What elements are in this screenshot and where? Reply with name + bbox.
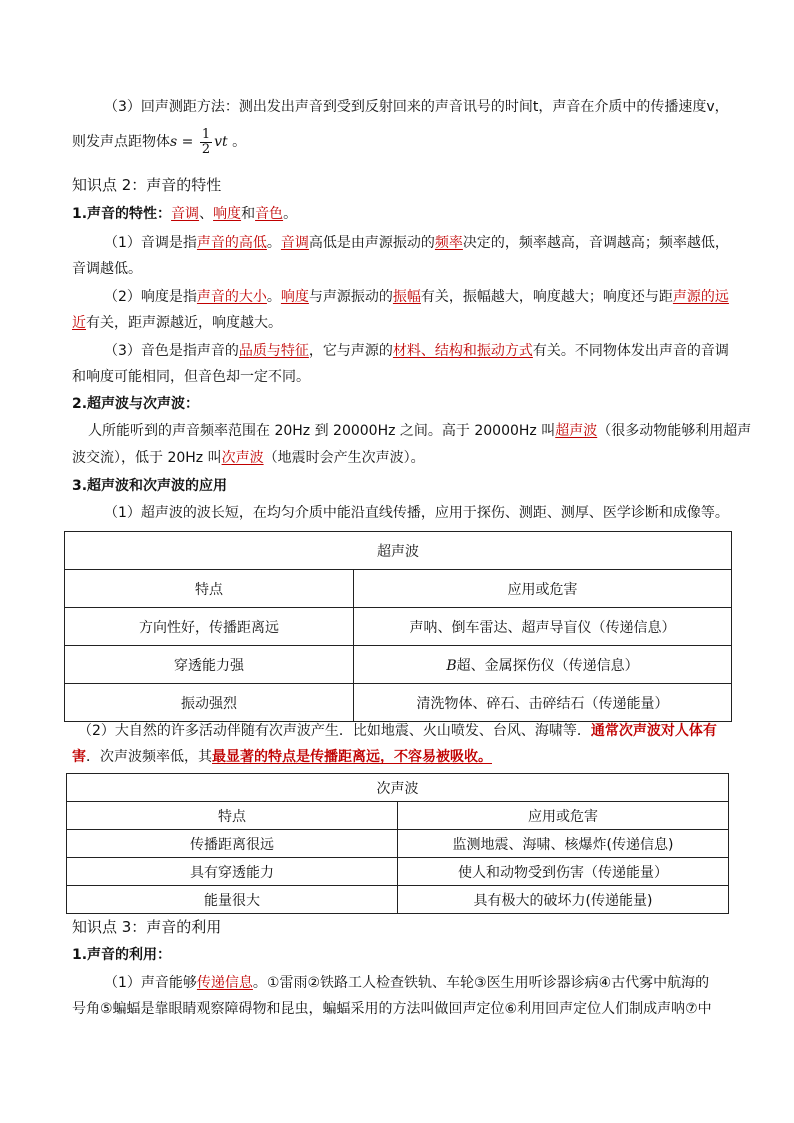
heading-text: 知识点 2：声音的特性: [72, 176, 222, 194]
fraction-numerator: 1: [201, 126, 211, 142]
infrasound-line-2: [72, 747, 732, 767]
text: 、: [199, 206, 214, 222]
table-cell: 具有极大的破坏力(传递能量): [398, 886, 729, 914]
text: 有关，振幅越大，响度越大；响度还与距: [420, 289, 673, 305]
sec3-heading: [72, 476, 732, 496]
cell-text: 超、金属探伤仪（传递信息）: [456, 657, 639, 674]
table-row: [65, 608, 732, 646]
sound-characteristics-heading: [72, 204, 732, 224]
table-cell: 监测地震、海啸、核爆炸(传递信息): [398, 830, 729, 858]
keyword: 声源的远: [672, 289, 729, 305]
header-cell: 应用或危害: [354, 570, 732, 608]
fraction-one-half: [200, 128, 212, 157]
pitch-line-2: [72, 259, 732, 279]
table-cell: 穿透能力强: [65, 646, 354, 684]
text: 高低是由声源振动的: [308, 235, 435, 251]
table-cell: 声呐、倒车雷达、超声导盲仪（传递信息）: [354, 608, 732, 646]
sec2-heading: [72, 394, 732, 414]
heading-text: 3.超声波和次声波的应用: [72, 478, 228, 494]
text: （2）大自然的许多活动伴随有次声波产生．比如地震、火山喷发、台风、海啸等．: [78, 723, 591, 739]
table-header-row: [65, 570, 732, 608]
fraction-denominator: 2: [201, 141, 211, 157]
loudness-line-1: [104, 287, 732, 307]
text: 人所能听到的声音频率范围在 20Hz 到 20000Hz 之间。高于 20000Hz 叫: [88, 423, 556, 439]
text: 有关，距声源越近，响度越大。: [86, 315, 282, 331]
infrasound-line-1: [78, 721, 738, 741]
table-cell: [354, 646, 732, 684]
emphasis-text: 害: [72, 749, 86, 765]
text: （3）音色是指声音的: [104, 343, 239, 359]
text: （3）回声测距方法：测出发出声音到受到反射回来的声音讯号的时间t，声音在介质中的传播速度v，: [104, 99, 729, 115]
emphasis-text: 通常次声波对人体有: [590, 723, 717, 739]
table-cell: 能量很大: [67, 886, 398, 914]
table-cell: 振动强烈: [65, 684, 354, 722]
table-cell: 清洗物体、碎石、击碎结石（传递能量）: [354, 684, 732, 722]
table-header-row: [67, 802, 729, 830]
keyword: 声音的高低: [196, 235, 267, 251]
term-timbre: 音色: [255, 206, 284, 222]
text: 则发声点距物体: [72, 134, 170, 150]
term-pitch: 音调: [171, 206, 200, 222]
keyword: 近: [72, 315, 86, 331]
text: 波交流），低于 20Hz 叫: [72, 450, 222, 466]
kp3-title: [72, 917, 732, 937]
b-ultrasound-letter: B: [446, 657, 457, 674]
keyword: 次声波: [221, 450, 264, 466]
keyword: 超声波: [555, 423, 598, 439]
table-cell: 具有穿透能力: [67, 858, 398, 886]
keyword: 频率: [434, 235, 463, 251]
heading-text: 1.声音的利用：: [72, 947, 172, 963]
text: 和: [241, 206, 256, 222]
text: 音调越低。: [72, 261, 142, 277]
sound-use-line-2: [72, 999, 732, 1019]
pitch-line-1: [104, 233, 732, 253]
table-title: 次声波: [67, 774, 729, 802]
text: （地震时会产生次声波）。: [263, 450, 425, 466]
timbre-line-1: [104, 341, 732, 361]
text: 。: [227, 134, 247, 150]
table-cell: 方向性好，传播距离远: [65, 608, 354, 646]
echo-ranging-line-2: [72, 127, 732, 157]
text: 。: [283, 206, 298, 222]
table-title: 超声波: [65, 532, 732, 570]
echo-ranging-line-1: [104, 97, 732, 117]
heading-text: 2.超声波与次声波：: [72, 396, 200, 412]
emphasis-text: 最显著的特点是传播距离远，不容易被吸收。: [212, 749, 492, 765]
text: 1.声音的特性：: [72, 206, 172, 222]
sec3-intro: [104, 503, 732, 523]
table-title-row: [65, 532, 732, 570]
table-row: [67, 858, 729, 886]
text: 决定的，频率越高，音调越高；频率越低，: [462, 235, 729, 251]
heading-text: 知识点 3：声音的利用: [72, 918, 222, 936]
text: （1）超声波的波长短，在均匀介质中能沿直线传播，应用于探伤、测距、测厚、医学诊断和成像等。: [104, 505, 729, 521]
header-cell: 应用或危害: [398, 802, 729, 830]
text: 。①雷雨②铁路工人检查铁轨、车轮③医生用听诊器诊病④古代雾中航海的: [252, 975, 710, 991]
sec2-line-1: [88, 421, 752, 441]
keyword: 音调: [280, 235, 309, 251]
table-title-row: [67, 774, 729, 802]
text: （很多动物能够利用超声: [597, 423, 752, 439]
header-cell: 特点: [67, 802, 398, 830]
table-cell: 使人和动物受到伤害（传递能量）: [398, 858, 729, 886]
text: （1）音调是指: [104, 235, 197, 251]
loudness-line-2: [72, 313, 732, 333]
term-loudness: 响度: [213, 206, 242, 222]
table-row: [67, 886, 729, 914]
sound-use-line-1: [104, 973, 732, 993]
text: 和响度可能相同，但音色却一定不同。: [72, 369, 310, 385]
text: 。: [266, 235, 281, 251]
keyword: 响度: [280, 289, 309, 305]
header-cell: 特点: [65, 570, 354, 608]
kp2-title: [72, 175, 732, 195]
table-row: [65, 646, 732, 684]
math-var-s: s: [170, 134, 178, 150]
text: 号角⑤蝙蝠是靠眼睛观察障碍物和昆虫，蝙蝠采用的方法叫做回声定位⑥利用回声定位人们制成声呐⑦中: [72, 1001, 712, 1017]
math-equals: =: [177, 134, 198, 150]
sec2-line-2: [72, 448, 732, 468]
timbre-line-2: [72, 367, 732, 387]
table-row: [67, 830, 729, 858]
keyword: 振幅: [392, 289, 421, 305]
infrasound-table: [66, 773, 729, 914]
math-var-vt: vt: [214, 134, 228, 150]
text: （1）声音能够: [104, 975, 197, 991]
keyword: 材料、结构和振动方式: [392, 343, 533, 359]
text: 与声源振动的: [308, 289, 393, 305]
table-row: [65, 684, 732, 722]
keyword: 传递信息: [196, 975, 253, 991]
sound-use-heading: [72, 945, 732, 965]
keyword: 品质与特征: [238, 343, 309, 359]
keyword: 声音的大小: [196, 289, 267, 305]
text: ．次声波频率低，其: [86, 749, 212, 765]
text: 。: [266, 289, 281, 305]
ultrasound-table: [64, 531, 732, 722]
table-cell: 传播距离很远: [67, 830, 398, 858]
text: 有关。不同物体发出声音的音调: [532, 343, 729, 359]
text: （2）响度是指: [104, 289, 197, 305]
text: ，它与声源的: [308, 343, 393, 359]
